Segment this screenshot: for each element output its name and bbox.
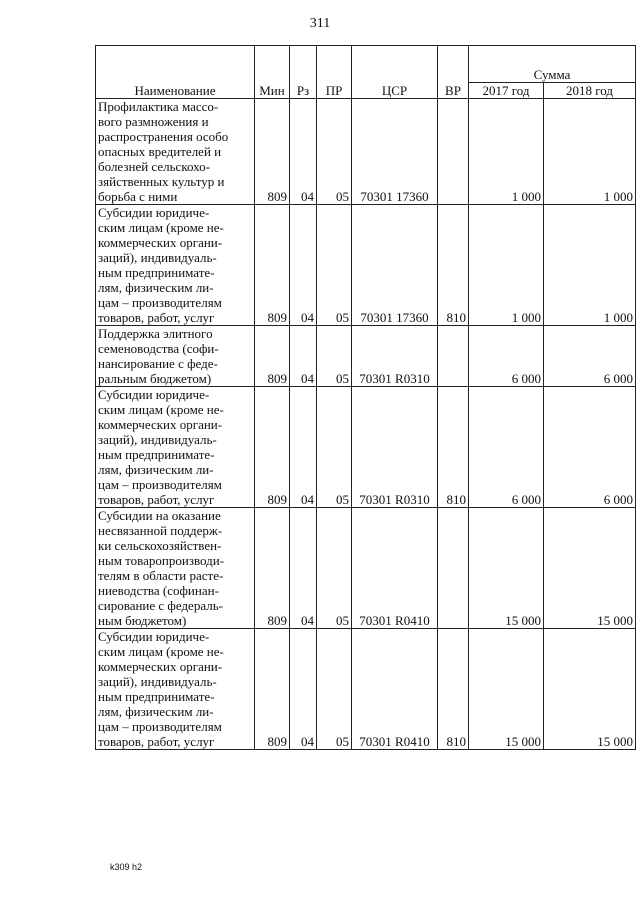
row-name-line: семеноводства (софи- xyxy=(98,341,219,356)
row-name-line: борьба с ними xyxy=(98,189,178,204)
row-pr: 05 xyxy=(317,508,352,629)
row-min: 809 xyxy=(255,387,290,508)
row-name-line: ским лицам (кроме не- xyxy=(98,402,224,417)
row-name-line: коммерческих органи- xyxy=(98,417,223,432)
table-row xyxy=(96,326,636,387)
row-name-line: ским лицам (кроме не- xyxy=(98,644,224,659)
row-sum-2017: 6 000 xyxy=(469,326,544,387)
row-name-line: лям, физическим ли- xyxy=(98,462,214,477)
table-header xyxy=(96,46,636,99)
row-name-line: коммерческих органи- xyxy=(98,235,223,250)
row-name-line: цам – производителям xyxy=(98,295,222,310)
row-name-line: Субсидии юридиче- xyxy=(98,387,210,402)
row-pr: 05 xyxy=(317,387,352,508)
row-csr: 70301 R0310 xyxy=(352,326,438,387)
row-name-line: ным бюджетом) xyxy=(98,613,187,628)
footer-code: k309 h2 xyxy=(110,862,143,872)
row-sum-2018: 15 000 xyxy=(544,629,636,750)
row-name-line: ным предпринимате- xyxy=(98,265,215,280)
row-name-line: цам – производителям xyxy=(98,477,222,492)
row-pr: 05 xyxy=(317,326,352,387)
row-min: 809 xyxy=(255,508,290,629)
table-row xyxy=(96,508,636,629)
row-name-line: ральным бюджетом) xyxy=(98,371,212,386)
row-name-line: цам – производителям xyxy=(98,719,222,734)
row-name-line: вого размножения и xyxy=(98,114,209,129)
row-sum-2017: 1 000 xyxy=(469,205,544,326)
row-pr: 05 xyxy=(317,629,352,750)
page-number: 311 xyxy=(309,16,331,31)
header-sum: Сумма xyxy=(469,46,636,83)
row-name-line: зяйственных культур и xyxy=(98,174,225,189)
table-row xyxy=(96,205,636,326)
row-name-line: ки сельскохозяйствен- xyxy=(98,538,222,553)
header-vr: ВР xyxy=(438,46,469,99)
row-name-line: заций), индивидуаль- xyxy=(98,250,217,265)
row-name-line: телям в области расте- xyxy=(98,568,224,583)
row-min: 809 xyxy=(255,326,290,387)
budget-table xyxy=(95,45,636,750)
row-name-line: заций), индивидуаль- xyxy=(98,432,217,447)
row-rz: 04 xyxy=(290,205,317,326)
header-year-2018: 2018 год xyxy=(544,83,636,99)
row-name-line: несвязанной поддерж- xyxy=(98,523,223,538)
row-name-line: ским лицам (кроме не- xyxy=(98,220,224,235)
row-name-line: коммерческих органи- xyxy=(98,659,223,674)
row-name xyxy=(96,205,255,326)
table-row xyxy=(96,387,636,508)
row-name-line: сирование с федераль- xyxy=(98,598,223,613)
row-rz: 04 xyxy=(290,99,317,205)
row-sum-2018: 1 000 xyxy=(544,205,636,326)
row-csr: 70301 R0310 xyxy=(352,387,438,508)
table-body xyxy=(96,99,636,750)
row-sum-2018: 6 000 xyxy=(544,387,636,508)
row-name-line: Поддержка элитного xyxy=(98,326,213,341)
row-vr: 810 xyxy=(438,629,469,750)
row-name-line: распространения особо xyxy=(98,129,229,144)
row-csr: 70301 R0410 xyxy=(352,629,438,750)
row-vr xyxy=(438,508,469,629)
row-name xyxy=(96,99,255,205)
row-rz: 04 xyxy=(290,629,317,750)
header-year-2017: 2017 год xyxy=(469,83,544,99)
row-name-line: заций), индивидуаль- xyxy=(98,674,217,689)
row-name-line: лям, физическим ли- xyxy=(98,704,214,719)
row-rz: 04 xyxy=(290,387,317,508)
row-csr: 70301 17360 xyxy=(352,99,438,205)
row-vr xyxy=(438,326,469,387)
row-pr: 05 xyxy=(317,205,352,326)
row-min: 809 xyxy=(255,205,290,326)
row-name-line: Профилактика массо- xyxy=(98,99,219,114)
row-pr: 05 xyxy=(317,99,352,205)
row-sum-2017: 1 000 xyxy=(469,99,544,205)
row-rz: 04 xyxy=(290,326,317,387)
row-csr: 70301 17360 xyxy=(352,205,438,326)
row-name-line: товаров, работ, услуг xyxy=(98,492,215,507)
row-name-line: товаров, работ, услуг xyxy=(98,310,215,325)
row-vr xyxy=(438,99,469,205)
row-name-line: Субсидии юридиче- xyxy=(98,205,210,220)
row-name-line: болезней сельскохо- xyxy=(98,159,210,174)
row-sum-2017: 15 000 xyxy=(469,629,544,750)
row-name xyxy=(96,508,255,629)
table-row xyxy=(96,99,636,205)
row-name xyxy=(96,326,255,387)
row-name-line: ным предпринимате- xyxy=(98,689,215,704)
row-min: 809 xyxy=(255,629,290,750)
row-name-line: ным предпринимате- xyxy=(98,447,215,462)
row-name-line: ным товаропроизводи- xyxy=(98,553,225,568)
row-name-line: ниеводства (софинан- xyxy=(98,583,219,598)
row-name-line: лям, физическим ли- xyxy=(98,280,214,295)
row-name-line: товаров, работ, услуг xyxy=(98,734,215,749)
header-pr: ПР xyxy=(317,46,352,99)
header-rz: Рз xyxy=(290,46,317,99)
row-vr: 810 xyxy=(438,387,469,508)
row-name xyxy=(96,629,255,750)
header-csr: ЦСР xyxy=(352,46,438,99)
row-vr: 810 xyxy=(438,205,469,326)
table-row xyxy=(96,629,636,750)
row-sum-2017: 15 000 xyxy=(469,508,544,629)
row-name-line: Субсидии юридиче- xyxy=(98,629,210,644)
header-min: Мин xyxy=(255,46,290,99)
row-name-line: опасных вредителей и xyxy=(98,144,222,159)
row-sum-2017: 6 000 xyxy=(469,387,544,508)
row-rz: 04 xyxy=(290,508,317,629)
row-name-line: нансирование с феде- xyxy=(98,356,218,371)
row-name xyxy=(96,387,255,508)
row-min: 809 xyxy=(255,99,290,205)
row-sum-2018: 1 000 xyxy=(544,99,636,205)
header-name: Наименование xyxy=(96,46,255,99)
row-sum-2018: 6 000 xyxy=(544,326,636,387)
row-name-line: Субсидии на оказание xyxy=(98,508,221,523)
row-sum-2018: 15 000 xyxy=(544,508,636,629)
row-csr: 70301 R0410 xyxy=(352,508,438,629)
